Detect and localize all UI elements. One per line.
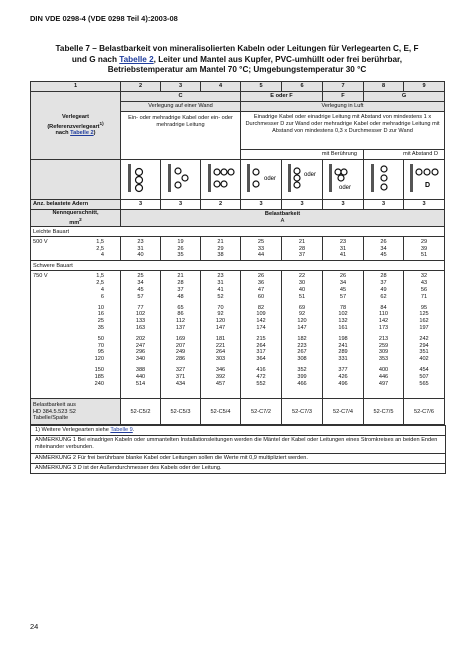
nennquerschnitt-label <box>31 210 121 227</box>
reference-value: 52-C5/2 <box>121 399 161 425</box>
heavy-col <box>364 271 404 399</box>
note-text: ANMERKUNG 3 <box>35 464 78 471</box>
adern-row <box>31 200 445 210</box>
size-value: 150 <box>94 367 104 374</box>
size-value: 25 <box>97 318 104 325</box>
value: 400 <box>378 367 389 374</box>
value: 39 <box>420 245 428 252</box>
title-line-2 <box>30 55 444 66</box>
installation-icon-f3 <box>323 160 364 200</box>
col-number: 3 <box>161 82 201 92</box>
installation-icon-e2 <box>241 160 282 200</box>
value: 242 <box>419 335 429 342</box>
value: 174 <box>256 325 266 332</box>
value: 43 <box>420 280 428 287</box>
value: 259 <box>378 342 389 349</box>
value-cell <box>404 237 445 261</box>
mit-beruehrung: mit Berührung <box>241 150 364 160</box>
value: 241 <box>338 342 348 349</box>
value: 249 <box>175 349 186 356</box>
value: 340 <box>135 356 146 363</box>
oder-text: oder <box>339 185 352 192</box>
value: 507 <box>419 373 429 380</box>
value: 364 <box>256 356 266 363</box>
size-value: 185 <box>94 373 104 380</box>
value: 173 <box>378 325 389 332</box>
value: 51 <box>420 252 428 259</box>
d-label: D <box>425 182 431 190</box>
value: 142 <box>378 318 389 325</box>
value: 33 <box>257 245 265 252</box>
table-title <box>30 44 444 76</box>
value: 78 <box>339 304 347 311</box>
value: 47 <box>257 287 265 294</box>
value-cell <box>282 237 323 261</box>
cable-spaced-icon <box>408 162 440 194</box>
label-unit <box>33 217 118 227</box>
value: 434 <box>175 380 186 387</box>
value: 416 <box>256 367 266 374</box>
value: 41 <box>217 287 224 294</box>
value: 26 <box>339 273 347 280</box>
value: 57 <box>339 293 347 300</box>
group-g: G <box>364 92 445 102</box>
value: 37 <box>298 252 306 259</box>
cable-wall-icon <box>206 162 236 194</box>
value: 34 <box>380 245 387 252</box>
value: 31 <box>217 280 224 287</box>
size-value: 95 <box>97 349 104 356</box>
value: 109 <box>256 311 266 318</box>
light-data-row <box>31 237 445 261</box>
size-value: 1,5 <box>96 238 104 245</box>
size-value: 1,5 <box>96 273 104 280</box>
heavy-col <box>121 271 161 399</box>
value: 37 <box>177 287 184 294</box>
label-text: Nennquerschnitt, <box>52 210 99 216</box>
value: 57 <box>137 293 144 300</box>
size-value: 16 <box>97 311 104 318</box>
value: 48 <box>177 293 184 300</box>
verlegeart-label <box>31 92 121 160</box>
value: 267 <box>297 349 307 356</box>
value: 25 <box>137 273 144 280</box>
verlegung-wand: Verlegung auf einer Wand <box>121 102 241 112</box>
value: 102 <box>338 311 348 318</box>
value-cell <box>364 237 404 261</box>
note-text: 1) Weitere Verlegearten siehe <box>35 427 111 433</box>
value: 169 <box>175 335 186 342</box>
value: 466 <box>297 380 307 387</box>
installation-icon-c4 <box>201 160 241 200</box>
value: 377 <box>338 367 348 374</box>
value-cell <box>241 237 282 261</box>
reference-value: 52-C7/6 <box>404 399 445 425</box>
value: 40 <box>298 287 306 294</box>
label-line: Verlegeart <box>61 113 90 120</box>
heavy-col <box>241 271 282 399</box>
value: 77 <box>137 304 144 311</box>
value: 110 <box>379 311 388 318</box>
size-value: 35 <box>97 325 104 332</box>
value: 29 <box>217 245 224 252</box>
value: 331 <box>338 356 348 363</box>
value: 162 <box>419 318 429 325</box>
cable-spaced-icon <box>369 162 399 194</box>
label-text: nach <box>55 130 71 137</box>
desc-luft: Einadrige Kabel oder einadrige Leitung mit Abstand von mindestens 1 x Durchmesser D zur Wand oder mehradrige Kabel oder mehradrige Leitung mit Abstand von mindestens 0,3 x Durchmesser D zur Wand <box>241 112 445 150</box>
value: 496 <box>338 380 348 387</box>
title-text: und G nach <box>71 54 120 64</box>
ref-label-line: Belastbarkeit aus <box>33 401 76 408</box>
unit-text: mm <box>69 219 80 226</box>
value: 317 <box>256 349 266 356</box>
value: 38 <box>217 252 224 259</box>
value: 264 <box>215 349 226 356</box>
heavy-col <box>161 271 201 399</box>
value: 52 <box>217 293 224 300</box>
installation-icon-g-vertical <box>364 160 404 200</box>
page-number: 24 <box>30 622 39 631</box>
heavy-col <box>201 271 241 399</box>
value: 22 <box>298 273 306 280</box>
heavy-size-cell <box>31 271 121 399</box>
size-value: 70 <box>97 342 104 349</box>
value: 23 <box>137 238 144 245</box>
value: 21 <box>298 238 306 245</box>
size-stack <box>96 239 104 259</box>
value: 28 <box>298 245 306 252</box>
value: 247 <box>135 342 146 349</box>
value: 92 <box>298 311 306 318</box>
value: 69 <box>298 304 306 311</box>
reference-label <box>31 399 121 425</box>
value: 28 <box>380 273 387 280</box>
value: 514 <box>135 380 146 387</box>
value: 215 <box>256 335 266 342</box>
value: 147 <box>297 325 307 332</box>
tabelle-2-link[interactable]: Tabelle 2 <box>119 54 154 64</box>
adern-value: 3 <box>282 200 323 210</box>
value: 40 <box>137 252 144 259</box>
value: 44 <box>257 252 265 259</box>
size-value: 50 <box>97 335 104 342</box>
tabelle-9-link[interactable]: Tabelle 9 <box>110 427 133 433</box>
label-text: (Referenzverlegeart <box>47 123 100 130</box>
value: 309 <box>378 349 389 356</box>
value: 26 <box>177 245 184 252</box>
value: 112 <box>176 318 185 325</box>
light-size-cell <box>31 237 121 261</box>
value: 352 <box>297 367 307 374</box>
heavy-col <box>404 271 445 399</box>
value: 440 <box>135 373 146 380</box>
value: 82 <box>257 304 265 311</box>
value: 472 <box>256 373 266 380</box>
document-header: DIN VDE 0298-4 (VDE 0298 Teil 4):2003-08 <box>30 14 178 23</box>
value: 426 <box>338 373 348 380</box>
adern-value: 3 <box>404 200 445 210</box>
value: 565 <box>419 380 429 387</box>
value: 45 <box>137 287 144 294</box>
value: 552 <box>256 380 266 387</box>
unit-sup: 2 <box>79 216 82 222</box>
group-f: F <box>323 92 364 102</box>
col-number: 5 <box>241 82 282 92</box>
value: 49 <box>380 287 387 294</box>
value: 371 <box>175 373 186 380</box>
note-text: ist der Außendurchmesser des Kabels oder der Leitung. <box>81 464 222 471</box>
label-text: Belastbarkeit <box>264 211 301 218</box>
heavy-col <box>323 271 364 399</box>
section-row <box>31 227 445 237</box>
size-value: 6 <box>100 293 104 300</box>
value: 353 <box>378 356 389 363</box>
value-cell <box>201 237 241 261</box>
oder-text: oder <box>264 176 277 183</box>
size-value: 240 <box>94 380 104 387</box>
value: 26 <box>257 273 265 280</box>
value: 30 <box>298 280 306 287</box>
size-value: 4 <box>100 252 104 259</box>
value: 21 <box>217 238 224 245</box>
value: 402 <box>419 356 429 363</box>
value: 286 <box>175 356 186 363</box>
value: 26 <box>380 238 387 245</box>
leichte-bauart-label: Leichte Bauart <box>31 227 445 237</box>
title-text: , Leiter und Mantel aus Kupfer, PVC-umhüllt oder frei berührbar, <box>153 54 403 64</box>
value: 34 <box>339 280 347 287</box>
ref-label-line: HD 384.5.523 S2 <box>33 408 76 415</box>
value: 29 <box>420 238 428 245</box>
size-value: 4 <box>100 287 104 294</box>
value: 51 <box>298 293 306 300</box>
value: 207 <box>175 342 186 349</box>
title-line-3: Betriebstemperatur am Mantel 70 °C; Umgebungstemperatur 30 °C <box>107 65 367 74</box>
value: 296 <box>135 349 146 356</box>
col-number: 6 <box>282 82 323 92</box>
value: 65 <box>177 304 184 311</box>
installation-icon-c3 <box>161 160 201 200</box>
group-c: C <box>121 92 241 102</box>
adern-value: 3 <box>161 200 201 210</box>
reference-value: 52-C7/4 <box>323 399 364 425</box>
value: 142 <box>256 318 266 325</box>
tabelle-2-link[interactable]: Tabelle 2 <box>70 130 94 137</box>
col-number: 1 <box>31 82 121 92</box>
value: 41 <box>339 252 347 259</box>
value: 198 <box>338 335 348 342</box>
adern-value: 2 <box>201 200 241 210</box>
value: 213 <box>378 335 389 342</box>
value: 289 <box>338 349 348 356</box>
reference-value: 52-C7/2 <box>241 399 282 425</box>
reference-value: 52-C5/4 <box>201 399 241 425</box>
value: 388 <box>135 367 146 374</box>
value: 446 <box>378 373 389 380</box>
cable-wall-icon <box>126 162 156 194</box>
value: 62 <box>380 293 387 300</box>
value: 221 <box>215 342 226 349</box>
adern-value: 3 <box>364 200 404 210</box>
note-symbol: D <box>77 464 82 471</box>
value: 399 <box>297 373 307 380</box>
value-cell <box>323 237 364 261</box>
value: 308 <box>297 356 307 363</box>
value: 45 <box>380 252 387 259</box>
value: 497 <box>378 380 389 387</box>
note-text: . <box>132 427 135 433</box>
size-value: 2,5 <box>96 280 104 287</box>
value: 303 <box>215 356 226 363</box>
value: 92 <box>217 311 224 318</box>
voltage-label: 500 V <box>33 238 48 245</box>
col-number: 9 <box>404 82 445 92</box>
notes-box <box>30 425 446 474</box>
cable-wall-icon <box>166 162 196 194</box>
value: 120 <box>215 318 226 325</box>
installation-icon-e3 <box>282 160 323 200</box>
ref-label-line: Tabelle/Spalte <box>33 415 69 422</box>
size-value: 120 <box>94 356 104 363</box>
label-line <box>33 121 118 131</box>
adern-value: 3 <box>241 200 282 210</box>
icon-row <box>31 160 445 200</box>
size-value: 10 <box>97 304 104 311</box>
reference-value: 52-C7/3 <box>282 399 323 425</box>
reference-value: 52-C5/3 <box>161 399 201 425</box>
value: 163 <box>135 325 146 332</box>
value: 223 <box>297 342 307 349</box>
belastbarkeit-label <box>121 210 445 227</box>
anmerkung-1: ANMERKUNG 1 Bei einadrigen Kabeln oder ummantelten Installationsleitungen werden die Mäntel der Kabel oder Leitungen eines Stromkreises an beiden Enden miteinander verbunden. <box>31 435 445 452</box>
anmerkung-2: ANMERKUNG 2 Für frei berührbare blanke Kabel oder Leitungen sollen die Werte mit 0,9 multipliziert werden. <box>31 453 445 463</box>
value: 60 <box>257 293 265 300</box>
label-text: ) <box>93 130 96 137</box>
reference-value: 52-C7/5 <box>364 399 404 425</box>
group-row <box>31 92 445 102</box>
value: 56 <box>420 287 428 294</box>
value: 351 <box>419 349 429 356</box>
reference-row <box>31 399 445 425</box>
mit-abstand: mit Abstand D <box>364 150 445 160</box>
value: 37 <box>380 280 387 287</box>
group-e-or-f: E oder F <box>241 92 323 102</box>
value: 25 <box>257 238 265 245</box>
col-number: 7 <box>323 82 364 92</box>
value: 19 <box>177 238 184 245</box>
value: 86 <box>177 311 184 318</box>
verlegung-luft: Verlegung in Luft <box>241 102 445 112</box>
col-number: 8 <box>364 82 404 92</box>
desc-wand: Ein- oder mehradrige Kabel oder ein- oder mehradrige Leitung <box>121 112 241 160</box>
value: 34 <box>137 280 144 287</box>
size-value: 2,5 <box>96 245 104 252</box>
adern-label: Anz. belastete Adern <box>31 200 121 210</box>
value: 28 <box>177 280 184 287</box>
value-cell <box>161 237 201 261</box>
value: 36 <box>257 280 265 287</box>
value: 181 <box>215 335 226 342</box>
value: 21 <box>177 273 184 280</box>
value: 102 <box>135 311 146 318</box>
value: 70 <box>217 304 224 311</box>
value: 32 <box>420 273 428 280</box>
value: 202 <box>135 335 146 342</box>
value: 327 <box>175 367 186 374</box>
value: 31 <box>339 245 347 252</box>
value: 84 <box>380 304 387 311</box>
icon-row-label <box>31 160 121 200</box>
schwere-bauart-label: Schwere Bauart <box>31 261 445 271</box>
value: 294 <box>419 342 429 349</box>
value: 132 <box>338 318 348 325</box>
value: 23 <box>339 238 347 245</box>
heavy-data-row <box>31 271 445 399</box>
label-line <box>33 130 118 137</box>
value: 133 <box>135 318 146 325</box>
value: 125 <box>419 311 429 318</box>
value: 182 <box>297 335 307 342</box>
size-stack <box>95 273 104 387</box>
value: 120 <box>297 318 307 325</box>
cable-air-icon <box>245 162 277 194</box>
footnote-1 <box>31 426 445 435</box>
value: 31 <box>137 245 144 252</box>
value: 147 <box>215 325 226 332</box>
value: 197 <box>419 325 429 332</box>
installation-icon-c2 <box>121 160 161 200</box>
anmerkung-3 <box>31 463 445 473</box>
unit-text: A <box>280 218 285 225</box>
oder-text: oder <box>304 172 317 179</box>
voltage-label: 750 V <box>33 273 48 280</box>
value: 392 <box>215 373 226 380</box>
value: 71 <box>420 293 428 300</box>
cable-air-icon <box>327 162 359 194</box>
unit-row <box>31 210 445 227</box>
value: 161 <box>338 325 348 332</box>
value: 23 <box>217 273 224 280</box>
adern-value: 3 <box>121 200 161 210</box>
col-number: 2 <box>121 82 161 92</box>
footnote-mark: 1) <box>99 120 104 126</box>
value: 457 <box>215 380 226 387</box>
cable-air-icon <box>286 162 318 194</box>
column-number-row <box>31 82 445 92</box>
col-number: 4 <box>201 82 241 92</box>
installation-icon-g-horizontal <box>404 160 445 200</box>
value: 346 <box>215 367 226 374</box>
capacity-table <box>30 81 445 425</box>
value: 264 <box>256 342 266 349</box>
value: 137 <box>175 325 186 332</box>
title-line-1: Tabelle 7 – Belastbarkeit von mineralisolierten Kabeln oder Leitungen für Verlegearten C, E, F <box>55 44 419 53</box>
section-row <box>31 261 445 271</box>
value: 95 <box>420 304 428 311</box>
value: 45 <box>339 287 347 294</box>
adern-value: 3 <box>323 200 364 210</box>
value-cell <box>121 237 161 261</box>
value: 454 <box>419 367 429 374</box>
heavy-col <box>282 271 323 399</box>
value: 35 <box>177 252 184 259</box>
